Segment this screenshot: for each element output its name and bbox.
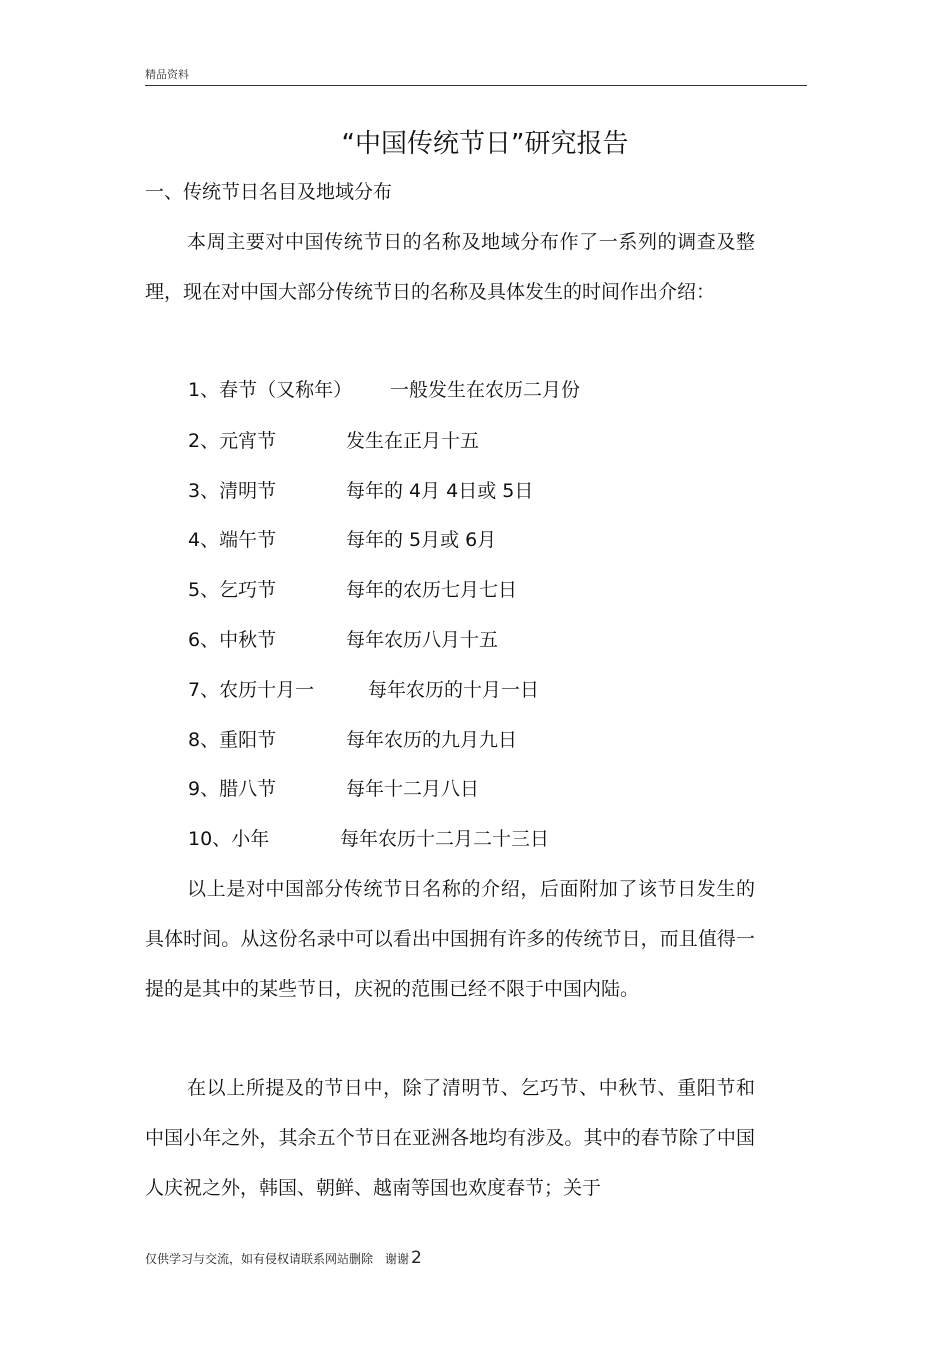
festival-number: 3、: [188, 480, 220, 502]
festival-date: 每年农历十二月二十三日: [340, 828, 550, 850]
list-item: [188, 526, 497, 554]
list-item: [188, 626, 499, 654]
festival-name: 农历十月一: [219, 679, 315, 701]
list-item: [188, 376, 581, 404]
page-number: 2: [411, 1248, 422, 1268]
list-item: [188, 775, 480, 803]
page-title: “中国传统节日”研究报告: [341, 129, 629, 159]
list-item: [188, 477, 534, 505]
festival-date: 每年农历八月十五: [346, 629, 499, 651]
festival-number: 1、: [188, 379, 220, 401]
distribution-paragraph: 在以上所提及的节日中，除了清明节、乞巧节、中秋节、重阳节和中国小年之外，其余五个节日在亚洲各地均有涉及。其中的春节除了中国人庆祝之外，韩国、朝鲜、越南等国也欢度春节；关于: [145, 1077, 755, 1199]
festival-name: 端午节: [219, 529, 277, 551]
list-item: [188, 427, 480, 455]
festival-date: 发生在正月十五: [346, 430, 480, 452]
list-item: [188, 726, 518, 754]
festival-number: 10、: [188, 828, 232, 850]
festival-name: 重阳节: [219, 729, 277, 751]
festival-number: 2、: [188, 430, 220, 452]
festival-name: 中秋节: [219, 629, 277, 651]
footer-note: 仅供学习与交流，如有侵权请联系网站删除 谢谢: [145, 1252, 410, 1266]
festival-name: 元宵节: [219, 430, 277, 452]
festival-date: 每年的 5月或 6月: [346, 529, 497, 551]
festival-date: 每年的 4月 4日或 5日: [346, 480, 534, 502]
list-item: [188, 576, 518, 604]
festival-name: 小年: [231, 828, 270, 850]
festival-date: 一般发生在农历二月份: [390, 379, 581, 401]
header-divider: [145, 85, 807, 86]
summary-paragraph: 以上是对中国部分传统节日名称的介绍，后面附加了该节日发生的具体时间。从这份名录中可以看出中国拥有许多的传统节日，而且值得一提的是其中的某些节日，庆祝的范围已经不限于中国内陆。: [145, 878, 755, 1000]
festival-date: 每年十二月八日: [346, 778, 480, 800]
festival-date: 每年农历的十月一日: [368, 679, 540, 701]
festival-name: 腊八节: [219, 778, 277, 800]
festival-number: 7、: [188, 679, 220, 701]
festival-number: 6、: [188, 629, 220, 651]
festival-name: 春节（又称年）: [219, 379, 353, 401]
header-label: 精品资料: [145, 68, 189, 81]
list-item: [188, 676, 540, 704]
festival-name: 清明节: [219, 480, 277, 502]
festival-date: 每年农历的九月九日: [346, 729, 518, 751]
intro-paragraph: 本周主要对中国传统节日的名称及地域分布作了一系列的调查及整理，现在对中国大部分传统节日的名称及具体发生的时间作出介绍：: [145, 231, 755, 303]
festival-number: 9、: [188, 778, 220, 800]
section-heading: 一、传统节日名目及地域分布: [145, 181, 393, 203]
list-item: [188, 825, 550, 853]
page-footer: [145, 1248, 422, 1268]
festival-number: 4、: [188, 529, 220, 551]
festival-date: 每年的农历七月七日: [346, 579, 518, 601]
festival-number: 8、: [188, 729, 220, 751]
festival-number: 5、: [188, 579, 220, 601]
festival-name: 乞巧节: [219, 579, 277, 601]
